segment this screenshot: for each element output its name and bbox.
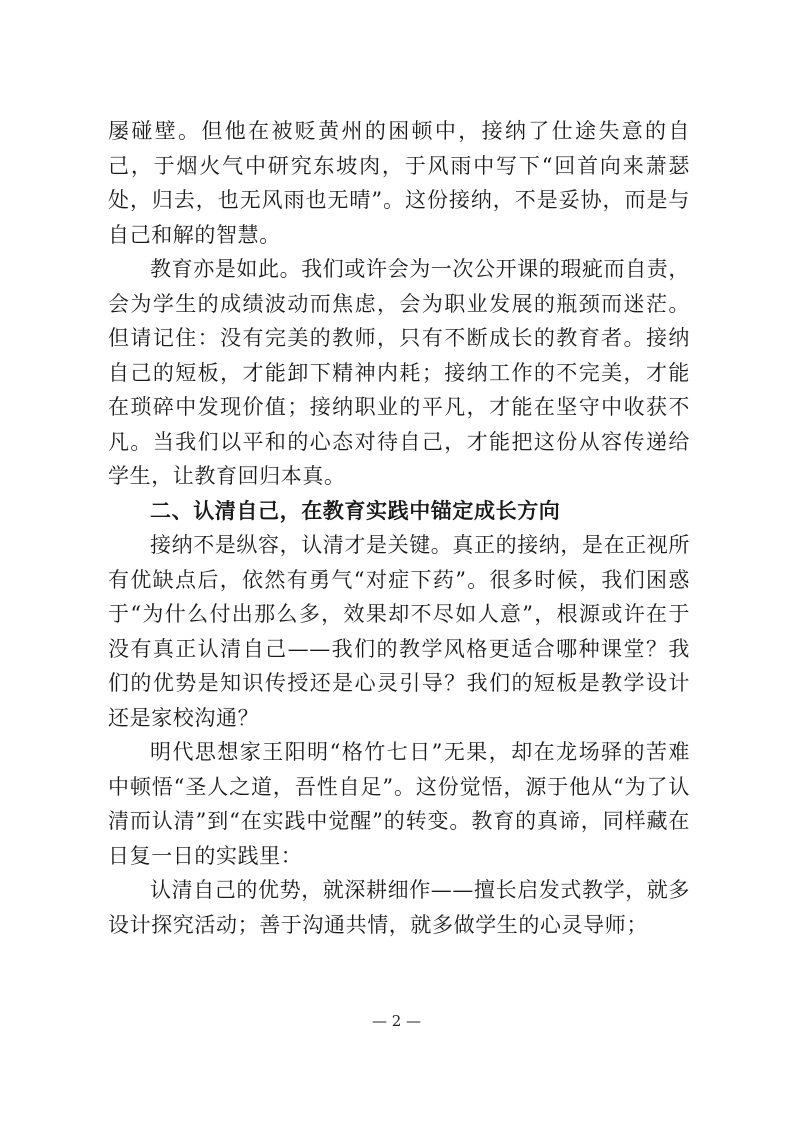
paragraph-continuation: 屡碰壁。但他在被贬黄州的困顿中，接纳了仕途失意的自己，于烟火气中研究东坡肉，于风雨中写下“回首向来萧瑟处，归去，也无风雨也无晴”。这份接纳，不是妥协，而是与自己和解的智慧。 xyxy=(108,119,690,247)
paragraph-acceptance: 接纳不是纵容，认清才是关键。真正的接纳，是在正视所有优缺点后，依然有勇气“对症下药”。很多时候，我们困惑于“为什么付出那么多，效果却不尽如人意”，根源或许在于没有真正认清自己——我们的教学风格更适合哪种课堂？我们的优势是知识传授还是心灵引导？我们的短板是教学设计还是家校沟通？ xyxy=(108,533,690,730)
paragraph-wang-yangming: 明代思想家王阳明“格竹七日”无果，却在龙场驿的苦难中顿悟“圣人之道，吾性自足”。这份觉悟，源于他从“为了认清而认清”到“在实践中觉醒”的转变。教育的真谛，同样藏在日复一日的实践里： xyxy=(108,740,690,868)
section-heading: 二、认清自己，在教育实践中锚定成长方向 xyxy=(150,498,561,523)
paragraph-education: 教育亦是如此。我们或许会为一次公开课的瑕疵而自责，会为学生的成绩波动而焦虑，会为职业发展的瓶颈而迷茫。但请记住：没有完美的教师，只有不断成长的教育者。接纳自己的短板，才能卸下精神内耗；接纳工作的不完美，才能在琐碎中发现价值；接纳职业的平凡，才能在坚守中收获不凡。当我们以平和的心态对待自己，才能把这份从容传递给学生，让教育回归本真。 xyxy=(108,257,690,488)
document-body xyxy=(108,114,690,942)
page-number: — 2 — xyxy=(371,1012,422,1030)
paragraph-strengths: 认清自己的优势，就深耕细作——擅长启发式教学，就多设计探究活动；善于沟通共情，就多做学生的心灵导师； xyxy=(108,878,690,937)
